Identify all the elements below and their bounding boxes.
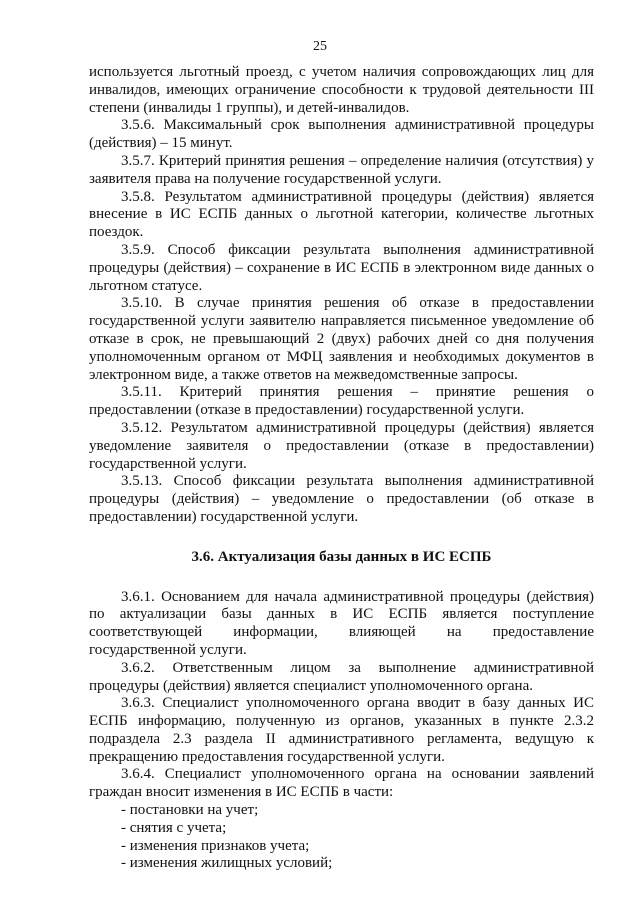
paragraph-3-5-12: 3.5.12. Результатом административной процедуры (действия) является уведомление заявителя о предоставлении (отказе в предоставлении) государственной услуги. — [89, 419, 594, 472]
paragraph-3-5-10: 3.5.10. В случае принятия решения об отказе в предоставлении государственной услуги заявителю направляется письменное уведомление об отказе в срок, не превышающий 2 (двух) рабочих дней со дня получения уполномоченным органом от МФЦ заявления и необходимых документов в электронном виде, а также ответов на межведомственные запросы. — [89, 295, 594, 383]
list-item: - снятия с учета; — [121, 819, 227, 836]
paragraph-3-6-1: 3.6.1. Основанием для начала административной процедуры (действия) по актуализации базы данных в ИС ЕСПБ является поступление соответствующей информации, влияющей на предоставление государственной услуги. — [89, 588, 594, 658]
paragraph-3-5-7: 3.5.7. Критерий принятия решения – определение наличия (отсутствия) у заявителя права на получение государственной услуги. — [89, 152, 594, 187]
paragraph-3-6-4: 3.6.4. Специалист уполномоченного органа на основании заявлений граждан вносит изменения в ИС ЕСПБ в части: — [89, 766, 594, 801]
page-number: 25 — [313, 39, 327, 54]
paragraph-3-5-11: 3.5.11. Критерий принятия решения – принятие решения о предоставлении (отказе в предоставлении) государственной услуги. — [89, 384, 594, 419]
paragraph-3-5-8: 3.5.8. Результатом административной процедуры (действия) является внесение в ИС ЕСПБ данных о льготной категории, количестве льготных поездок. — [89, 188, 594, 241]
list-item: - изменения жилищных условий; — [121, 855, 333, 872]
paragraph-3-6-3: 3.6.3. Специалист уполномоченного органа вводит в базу данных ИС ЕСПБ информацию, полученную из органов, указанных в пункте 2.3.2 подраздела 2.3 раздела II административного регламента, ведущую к прекращению предоставления государственной услуги. — [89, 695, 594, 765]
paragraph-continuation: используется льготный проезд, с учетом наличия сопровождающих лиц для инвалидов, имеющих ограничение способности к трудовой деятельности III степени (инвалиды 1 группы), и детей-инвалидов. — [89, 64, 594, 116]
section-heading: 3.6. Актуализация базы данных в ИС ЕСПБ — [191, 548, 492, 565]
list-item: - постановки на учет; — [121, 802, 259, 819]
document-body — [89, 64, 594, 873]
paragraph-3-5-9: 3.5.9. Способ фиксации результата выполнения административной процедуры (действия) – сохранение в ИС ЕСПБ в электронном виде данных о льготном статусе. — [89, 241, 594, 294]
paragraph-3-5-13: 3.5.13. Способ фиксации результата выполнения административной процедуры (действия) – уведомление о предоставлении (об отказе в предоставлении) государственной услуги. — [89, 473, 594, 525]
change-list — [89, 802, 594, 873]
paragraph-3-5-6: 3.5.6. Максимальный срок выполнения административной процедуры (действия) – 15 минут. — [89, 117, 594, 152]
list-item: - изменения признаков учета; — [121, 837, 310, 854]
paragraph-3-6-2: 3.6.2. Ответственным лицом за выполнение административной процедуры (действия) является специалист уполномоченного органа. — [89, 659, 594, 694]
